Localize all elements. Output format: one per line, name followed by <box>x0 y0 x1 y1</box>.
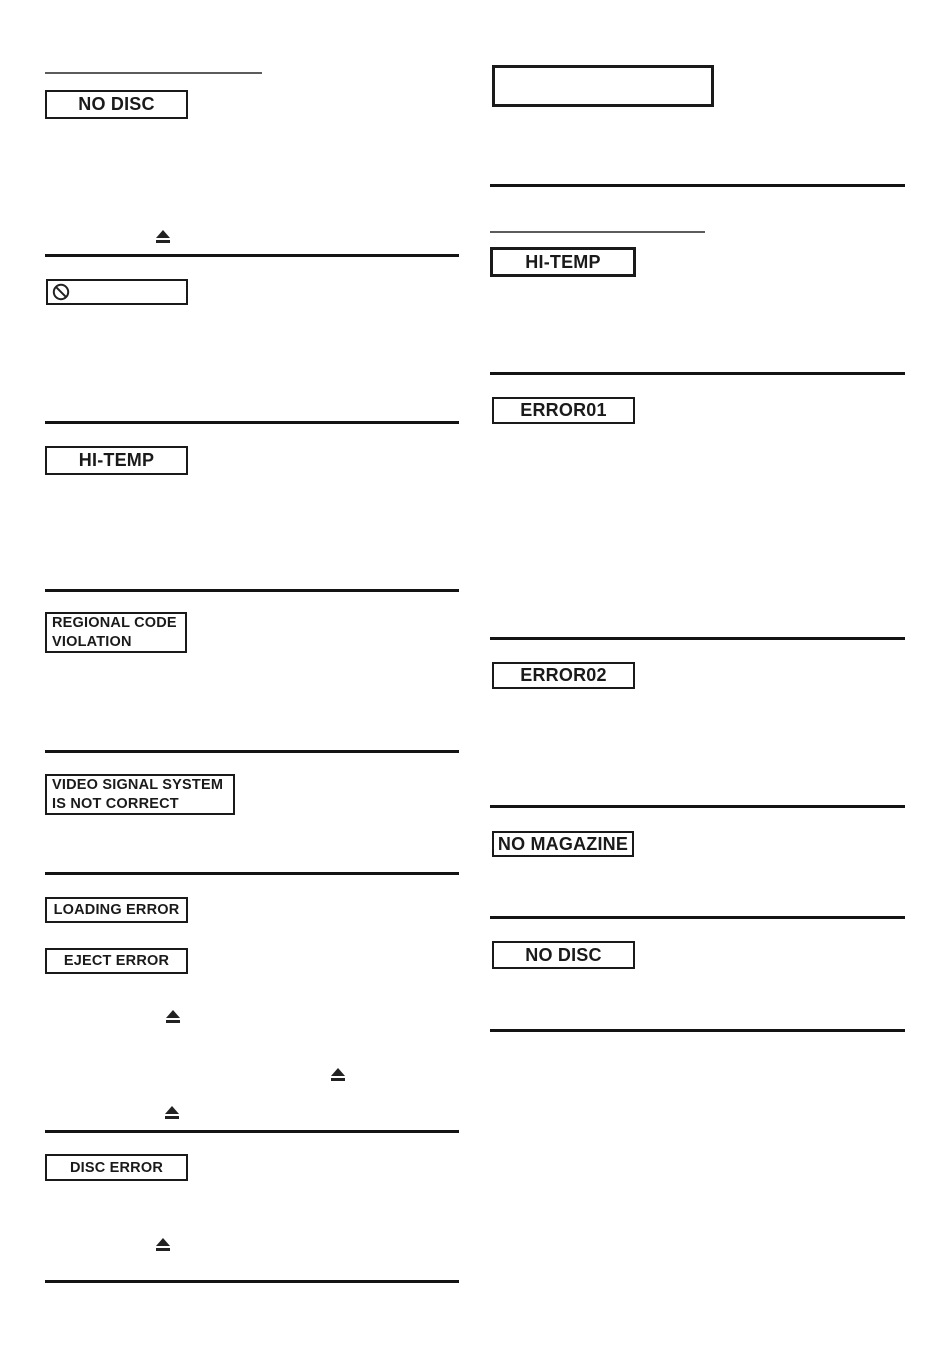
eject-icon-triangle <box>156 1238 170 1246</box>
eject-icon <box>165 1106 179 1119</box>
section-divider-rule <box>490 916 905 919</box>
section-divider-rule <box>490 805 905 808</box>
section-divider-rule <box>490 184 905 187</box>
section-heading-rule <box>490 231 705 233</box>
eject-icon-bar <box>331 1078 345 1081</box>
display-message-label-line1: REGIONAL CODE <box>52 614 177 631</box>
eject-icon-bar <box>165 1116 179 1119</box>
display-message-label-line2: IS NOT CORRECT <box>52 795 179 812</box>
display-message-box-prohibition <box>46 279 188 305</box>
eject-icon-triangle <box>331 1068 345 1076</box>
display-message-label: EJECT ERROR <box>63 953 170 969</box>
section-divider-rule <box>45 1280 459 1283</box>
display-message-box-no-disc <box>492 941 635 969</box>
section-divider-rule <box>45 1130 459 1133</box>
prohibition-icon <box>52 283 70 301</box>
display-message-box-eject-error <box>45 948 188 974</box>
display-message-label: ERROR01 <box>520 400 607 420</box>
display-message-box-video-signal <box>45 774 235 815</box>
eject-icon <box>331 1068 345 1081</box>
section-divider-rule <box>45 589 459 592</box>
section-divider-rule <box>45 750 459 753</box>
display-message-label: NO DISC <box>78 94 155 114</box>
display-message-label: DISC ERROR <box>69 1159 164 1176</box>
eject-icon-triangle <box>165 1106 179 1114</box>
section-heading-rule <box>45 72 262 74</box>
display-message-label: LOADING ERROR <box>53 902 180 918</box>
display-message-box-hi-temp <box>45 446 188 475</box>
display-message-box-blank <box>492 65 714 107</box>
section-divider-rule <box>490 1029 905 1032</box>
display-message-box-error01 <box>492 397 635 424</box>
display-message-label-line2: VIOLATION <box>52 633 132 650</box>
section-divider-rule <box>490 372 905 375</box>
display-message-label: NO DISC <box>525 944 602 965</box>
display-message-box-no-disc <box>45 90 188 119</box>
eject-icon-bar <box>166 1020 180 1023</box>
display-message-label: HI-TEMP <box>78 450 155 470</box>
display-message-label: HI-TEMP <box>525 251 601 272</box>
display-message-box-regional-code-violation <box>45 612 187 653</box>
display-message-box-hi-temp <box>490 247 636 277</box>
section-divider-rule <box>490 637 905 640</box>
display-message-box-disc-error <box>45 1154 188 1181</box>
section-divider-rule <box>45 421 459 424</box>
eject-icon-triangle <box>156 230 170 238</box>
section-divider-rule <box>45 872 459 875</box>
display-message-label-line1: VIDEO SIGNAL SYSTEM <box>52 776 224 793</box>
display-message-box-loading-error <box>45 897 188 923</box>
display-message-box-error02 <box>492 662 635 689</box>
eject-icon <box>156 230 170 243</box>
section-divider-rule <box>45 254 459 257</box>
eject-icon <box>156 1238 170 1251</box>
eject-icon-bar <box>156 240 170 243</box>
display-message-label: ERROR02 <box>520 665 607 685</box>
display-message-box-no-magazine <box>492 831 634 857</box>
eject-icon <box>166 1010 180 1023</box>
display-message-label: NO MAGAZINE <box>497 833 629 854</box>
eject-icon-bar <box>156 1248 170 1251</box>
eject-icon-triangle <box>166 1010 180 1018</box>
